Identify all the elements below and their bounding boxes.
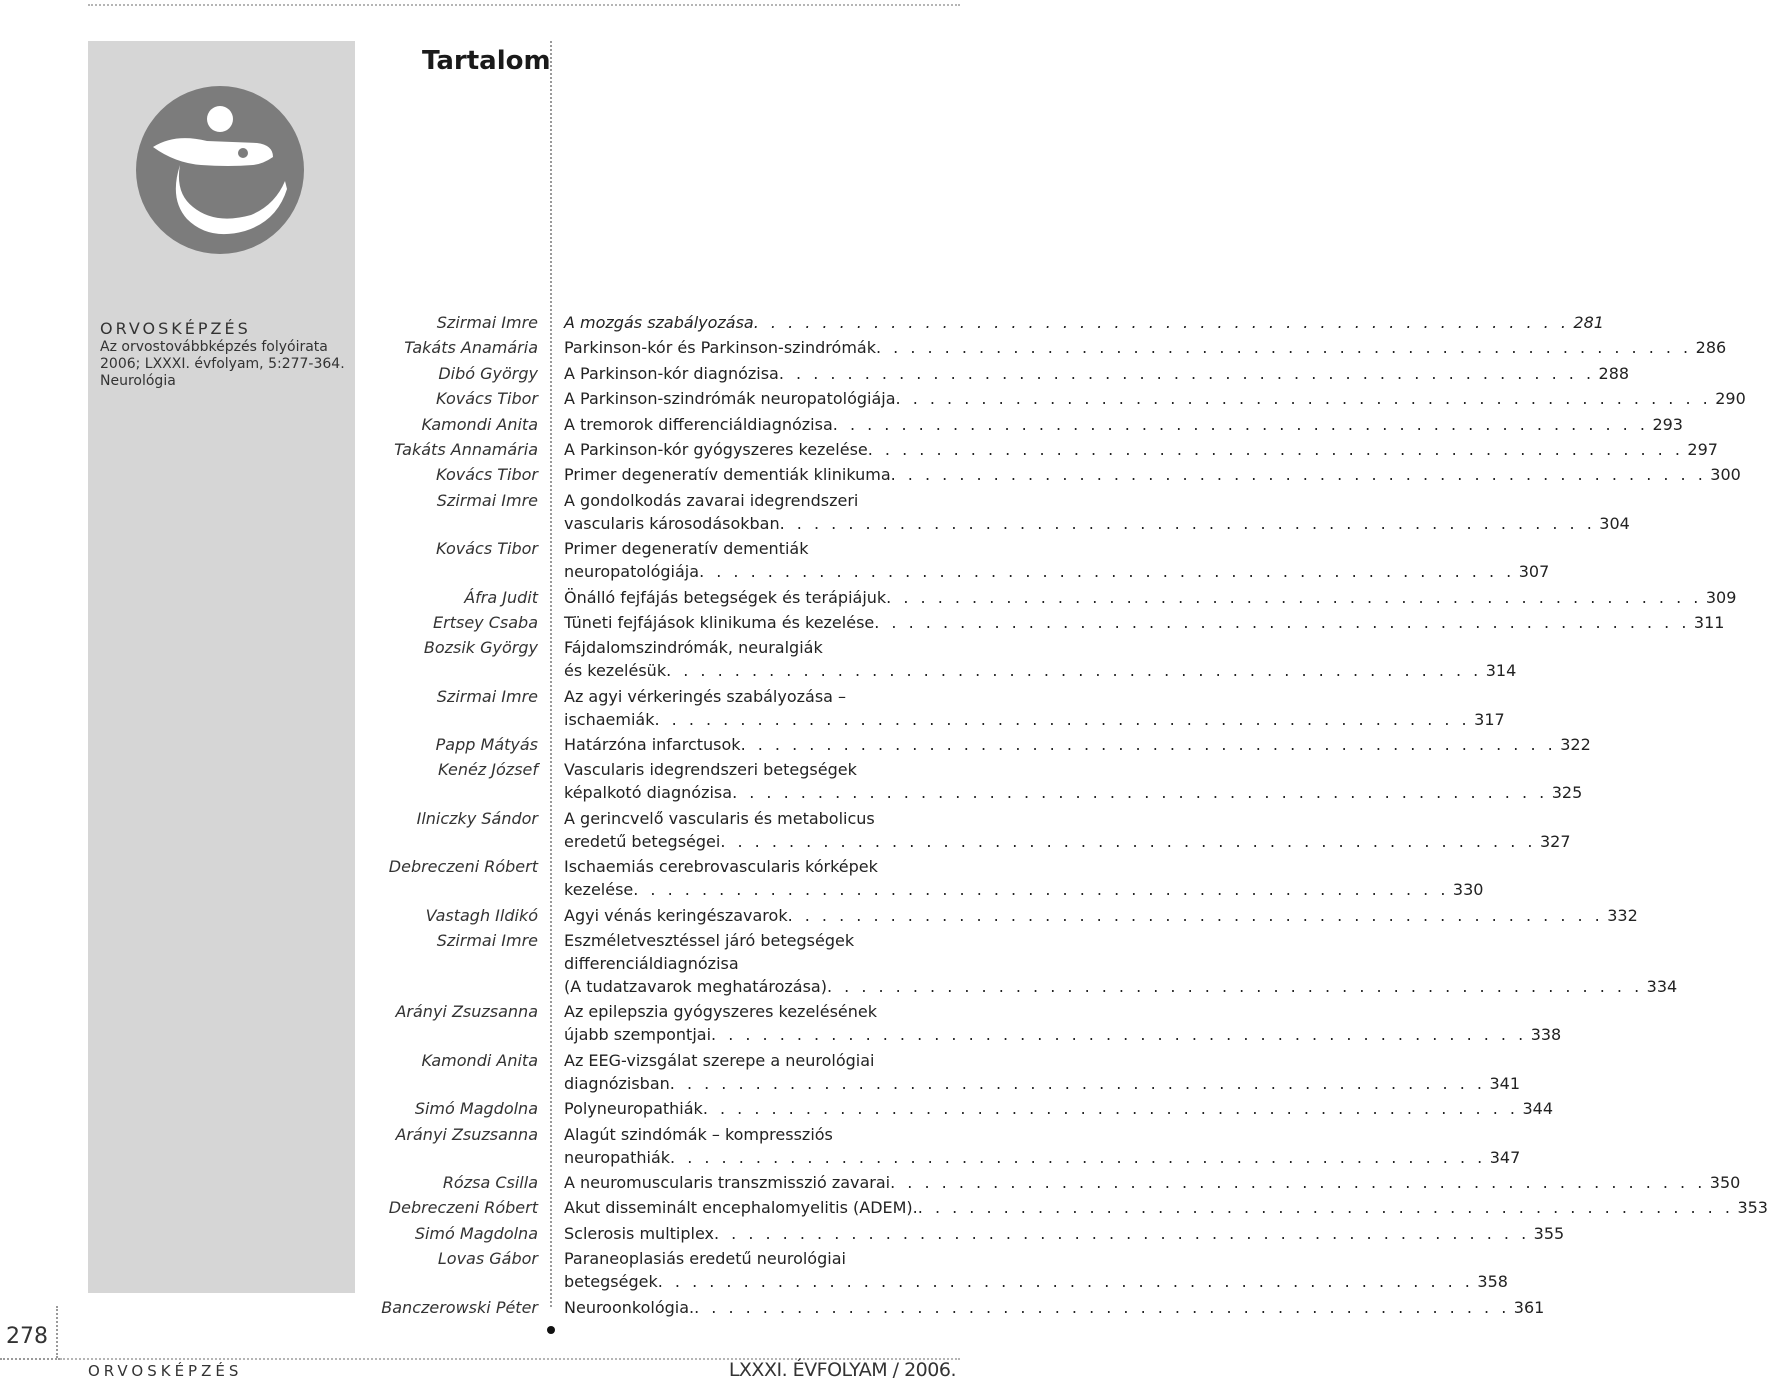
toc-entry [360,537,1550,583]
toc-title-line: A neuromuscularis transzmisszió zavarai [564,1172,891,1192]
toc-entry [360,1222,1565,1245]
toc-entry [360,1097,1554,1120]
toc-article [564,1296,1545,1319]
toc-entry [360,855,1484,901]
toc-article [564,489,1630,535]
toc-entry [360,1171,1741,1194]
toc-author: Szirmai Imre [436,490,538,510]
toc-title-line: Parkinson-kór és Parkinson-szindrómák [564,338,876,358]
toc-article [564,438,1718,461]
toc-author: Arányi Zsuzsanna [395,1124,538,1144]
toc-article [564,362,1630,385]
toc-page-number: 350 [1709,1172,1741,1192]
dot-leader: . . . . . . . . . . . . . . . . . . . . . . . . . . . . . . . . . . . . . . . . . . . . . . . . [753,313,1570,332]
toc-title-line: kezelése [564,880,634,900]
footer-volume: LXXXI. ÉVFOLYAM / 2006. [728,1359,956,1381]
toc-page-number: 304 [1599,513,1630,533]
toc-entry [360,1247,1508,1293]
toc-entry [360,685,1505,731]
toc-title-line: A Parkinson-kór gyógyszeres kezelése [564,439,868,459]
toc-author: Debreczeni Róbert [388,1198,538,1218]
toc-page-number: 286 [1695,338,1727,358]
toc-page-number: 311 [1693,612,1725,632]
dot-leader: . . . . . . . . . . . . . . . . . . . . . . . . . . . . . . . . . . . . . . . . . . . . . . . . [666,661,1482,681]
toc-article [564,1000,1562,1046]
toc-title-line: Eszméletvesztéssel járó betegségek [564,931,855,951]
dot-leader: . . . . . . . . . . . . . . . . . . . . . . . . . . . . . . . . . . . . . . . . . . . . . . . . [670,1147,1486,1167]
toc-title-line: A Parkinson-szindrómák neuropatológiája [564,389,896,409]
toc-entry [360,904,1638,927]
toc-title-line: vascularis károsodásokban [564,513,780,533]
toc-article [564,733,1591,756]
toc-entry [360,311,1604,334]
journal-info [100,320,350,390]
toc-title-line: Alagút szindómák – kompressziós [564,1124,833,1144]
toc-entry [360,489,1630,535]
toc-title-line: Ischaemiás cerebrovascularis kórképek [564,857,878,877]
table-of-contents [360,311,1768,1321]
toc-article [564,537,1550,583]
dot-leader: . . . . . . . . . . . . . . . . . . . . . . . . . . . . . . . . . . . . . . . . . . . . . . . . [917,1198,1734,1218]
toc-entry [360,611,1725,634]
toc-title-line: differenciáldiagnózisa [564,954,739,974]
toc-author: Szirmai Imre [436,931,538,951]
toc-title-line: betegségek [564,1272,658,1292]
toc-page-number: 353 [1737,1198,1768,1218]
toc-entry [360,387,1746,410]
toc-page-number: 338 [1530,1025,1562,1045]
toc-entry [360,413,1683,436]
dot-leader: . . . . . . . . . . . . . . . . . . . . . . . . . . . . . . . . . . . . . . . . . . . . . . . . [886,587,1702,607]
toc-title-line: Önálló fejfájás betegségek és terápiájuk [564,587,887,607]
dot-leader: . . . . . . . . . . . . . . . . . . . . . . . . . . . . . . . . . . . . . . . . . . . . . . . . [832,414,1649,434]
toc-article [564,807,1571,853]
toc-author: Kovács Tibor [436,389,538,409]
toc-article [564,758,1583,804]
toc-entry [360,758,1583,804]
toc-author: Kenéz József [438,760,538,780]
toc-author: Arányi Zsuzsanna [395,1002,538,1022]
toc-article [564,904,1638,927]
page-title: Tartalom [422,46,551,76]
toc-title-line: A tremorok differenciáldiagnózisa [564,414,833,434]
dot-leader: . . . . . . . . . . . . . . . . . . . . . . . . . . . . . . . . . . . . . . . . . . . . . . . . [778,363,1595,383]
dot-leader: . . . . . . . . . . . . . . . . . . . . . . . . . . . . . . . . . . . . . . . . . . . . . . . . [669,1073,1486,1093]
toc-author: Takáts Anamária [404,338,538,358]
toc-article [564,336,1727,359]
toc-article [564,1247,1508,1293]
toc-entry [360,929,1678,998]
toc-article [564,685,1505,731]
toc-page-number: 358 [1477,1272,1508,1292]
toc-page-number: 361 [1513,1297,1545,1317]
toc-article [564,1196,1768,1219]
toc-author: Áfra Judit [464,587,538,607]
dot-leader: . . . . . . . . . . . . . . . . . . . . . . . . . . . . . . . . . . . . . . . . . . . . . . . . [654,709,1471,729]
toc-entry [360,336,1727,359]
toc-page-number: 300 [1710,465,1741,485]
toc-entry [360,733,1591,756]
toc-title-line: Az epilepszia gyógyszeres kezelésének [564,1002,877,1022]
toc-article [564,1171,1741,1194]
toc-title-line: Fájdalomszindrómák, neuralgiák [564,638,823,658]
dot-leader: . . . . . . . . . . . . . . . . . . . . . . . . . . . . . . . . . . . . . . . . . . . . . . . . [633,880,1449,900]
dot-leader: . . . . . . . . . . . . . . . . . . . . . . . . . . . . . . . . . . . . . . . . . . . . . . . . [895,389,1712,409]
toc-title-line: és kezelésük [564,661,667,681]
toc-author: Debreczeni Róbert [388,857,538,877]
toc-title-line: Agyi vénás keringészavarok [564,905,788,925]
toc-article [564,586,1737,609]
toc-author: Szirmai Imre [436,313,538,332]
dot-leader: . . . . . . . . . . . . . . . . . . . . . . . . . . . . . . . . . . . . . . . . . . . . . . . . [867,439,1684,459]
toc-title-line: Az agyi vérkeringés szabályozása – [564,686,847,706]
dot-leader: . . . . . . . . . . . . . . . . . . . . . . . . . . . . . . . . . . . . . . . . . . . . . . . . [657,1272,1474,1292]
toc-title-line: Határzóna infarctusok [564,735,741,755]
journal-volume: 2006; LXXXI. évfolyam, 5:277-364. [100,356,345,372]
toc-page-number: 290 [1715,389,1746,409]
toc-author: Rózsa Csilla [442,1172,538,1192]
top-dotted-rule [88,4,960,6]
toc-author: Ertsey Csaba [433,612,538,632]
toc-entry [360,438,1718,461]
toc-article [564,1097,1554,1120]
toc-page-number: 334 [1646,977,1678,997]
toc-article [564,311,1604,334]
toc-page-number: 355 [1533,1223,1565,1243]
toc-entry [360,463,1741,486]
toc-author: Kamondi Anita [421,1050,538,1070]
toc-title-line: ischaemiák [564,709,655,729]
toc-entry [360,362,1630,385]
dot-leader: . . . . . . . . . . . . . . . . . . . . . . . . . . . . . . . . . . . . . . . . . . . . . . . . [694,1297,1510,1317]
toc-title-line: A gerincvelő vascularis és metabolicus [564,808,875,828]
toc-page-number: 293 [1652,414,1683,434]
page-number: 278 [6,1324,48,1349]
toc-author: Dibó György [438,363,538,383]
toc-page-number: 281 [1573,313,1604,332]
dot-leader: . . . . . . . . . . . . . . . . . . . . . . . . . . . . . . . . . . . . . . . . . . . . . . . . [875,338,1692,358]
toc-author: Papp Mátyás [435,735,538,755]
journal-logo-icon [135,85,305,255]
toc-page-number: 322 [1560,735,1591,755]
toc-author: Vastagh Ildikó [425,905,538,925]
dot-leader: . . . . . . . . . . . . . . . . . . . . . . . . . . . . . . . . . . . . . . . . . . . . . . . . [787,905,1604,925]
toc-entry [360,1196,1768,1219]
toc-article [564,611,1725,634]
toc-title-line: Primer degeneratív dementiák klinikuma [564,465,891,485]
toc-title-line: képalkotó diagnózisa [564,783,733,803]
toc-title-line: diagnózisban [564,1073,670,1093]
journal-subtitle: Az orvostovábbképzés folyóirata [100,339,328,355]
dot-leader: . . . . . . . . . . . . . . . . . . . . . . . . . . . . . . . . . . . . . . . . . . . . . . . . [711,1025,1527,1045]
toc-page-number: 297 [1687,439,1718,459]
dot-leader: . . . . . . . . . . . . . . . . . . . . . . . . . . . . . . . . . . . . . . . . . . . . . . . . [702,1099,1519,1119]
toc-page-number: 344 [1522,1099,1554,1119]
toc-title-line: Primer degeneratív dementiák [564,539,809,559]
toc-article [564,463,1741,486]
toc-page-number: 341 [1489,1073,1520,1093]
toc-author: Simó Magdolna [414,1099,538,1119]
toc-article [564,636,1517,682]
toc-page-number: 288 [1598,363,1630,383]
toc-title-line: neuropathiák [564,1147,671,1167]
dot-leader: . . . . . . . . . . . . . . . . . . . . . . . . . . . . . . . . . . . . . . . . . . . . . . . . [720,831,1536,851]
toc-page-number: 347 [1489,1147,1521,1167]
toc-page-number: 309 [1705,587,1737,607]
toc-article [564,1222,1565,1245]
toc-page-number: 314 [1485,661,1517,681]
dot-leader: . . . . . . . . . . . . . . . . . . . . . . . . . . . . . . . . . . . . . . . . . . . . . . . . [874,612,1690,632]
dot-leader: . . . . . . . . . . . . . . . . . . . . . . . . . . . . . . . . . . . . . . . . . . . . . . . . [699,562,1515,582]
toc-author: Bozsik György [423,638,538,658]
toc-title-line: Tüneti fejfájások klinikuma és kezelése [564,612,875,632]
dot-leader: . . . . . . . . . . . . . . . . . . . . . . . . . . . . . . . . . . . . . . . . . . . . . . . . [890,465,1707,485]
toc-title-line: Neuroonkológia. [564,1297,695,1317]
toc-title-line: újabb szempontjai [564,1025,712,1045]
toc-page-number: 317 [1474,709,1505,729]
dot-leader: . . . . . . . . . . . . . . . . . . . . . . . . . . . . . . . . . . . . . . . . . . . . . . . . [732,783,1548,803]
toc-author: Ilniczky Sándor [416,808,538,828]
toc-title-line: Vascularis idegrendszeri betegségek [564,760,857,780]
toc-page-number: 330 [1452,880,1484,900]
toc-article [564,1049,1520,1095]
dot-leader: . . . . . . . . . . . . . . . . . . . . . . . . . . . . . . . . . . . . . . . . . . . . . . . . [826,977,1643,997]
toc-page-number: 327 [1539,831,1571,851]
toc-author: Kamondi Anita [421,414,538,434]
toc-author: Takáts Annamária [394,439,538,459]
toc-title-line: (A tudatzavarok meghatározása) [564,977,827,997]
toc-entry [360,1049,1520,1095]
toc-title-line: Az EEG-vizsgálat szerepe a neurológiai [564,1050,875,1070]
toc-entry [360,636,1517,682]
toc-title-line: Akut disseminált encephalomyelitis (ADEM). [564,1198,918,1218]
toc-entry [360,1296,1545,1319]
toc-author: Kovács Tibor [436,539,538,559]
toc-article [564,1123,1521,1169]
toc-author: Banczerowski Péter [381,1297,538,1317]
footer-journal-name: ORVOSKÉPZÉS [88,1362,243,1380]
toc-title-line: A Parkinson-kór diagnózisa [564,363,779,383]
toc-author: Szirmai Imre [436,686,538,706]
journal-section: Neurológia [100,373,176,389]
toc-author: Lovas Gábor [437,1249,538,1269]
page-number-dotted-rule [56,1306,58,1358]
dot-leader: . . . . . . . . . . . . . . . . . . . . . . . . . . . . . . . . . . . . . . . . . . . . . . . . [890,1172,1706,1192]
toc-article [564,413,1683,436]
toc-entry [360,807,1571,853]
toc-entry [360,1000,1562,1046]
journal-name: ORVOSKÉPZÉS [100,319,251,338]
toc-title-line: A mozgás szabályozása [564,313,754,332]
dot-leader: . . . . . . . . . . . . . . . . . . . . . . . . . . . . . . . . . . . . . . . . . . . . . . . . [740,735,1557,755]
toc-entry [360,1123,1521,1169]
toc-title-line: Polyneuropathiák [564,1099,703,1119]
toc-title-line: eredetű betegségei [564,831,721,851]
dot-leader: . . . . . . . . . . . . . . . . . . . . . . . . . . . . . . . . . . . . . . . . . . . . . . . . [779,513,1596,533]
page-number-dotted-rule-horizontal [0,1358,60,1360]
toc-page-number: 307 [1518,562,1550,582]
toc-page-number: 325 [1551,783,1583,803]
dot-leader: . . . . . . . . . . . . . . . . . . . . . . . . . . . . . . . . . . . . . . . . . . . . . . . . [713,1223,1530,1243]
toc-title-line: Paraneoplasiás eredetű neurológiai [564,1249,846,1269]
toc-title-line: A gondolkodás zavarai idegrendszeri [564,490,859,510]
bullet-dot [547,1326,555,1334]
toc-article [564,929,1678,998]
toc-title-line: neuropatológiája [564,562,700,582]
toc-author: Simó Magdolna [414,1223,538,1243]
toc-author: Kovács Tibor [436,465,538,485]
toc-entry [360,586,1737,609]
toc-title-line: Sclerosis multiplex [564,1223,714,1243]
toc-article [564,387,1746,410]
toc-article [564,855,1484,901]
toc-page-number: 332 [1607,905,1638,925]
